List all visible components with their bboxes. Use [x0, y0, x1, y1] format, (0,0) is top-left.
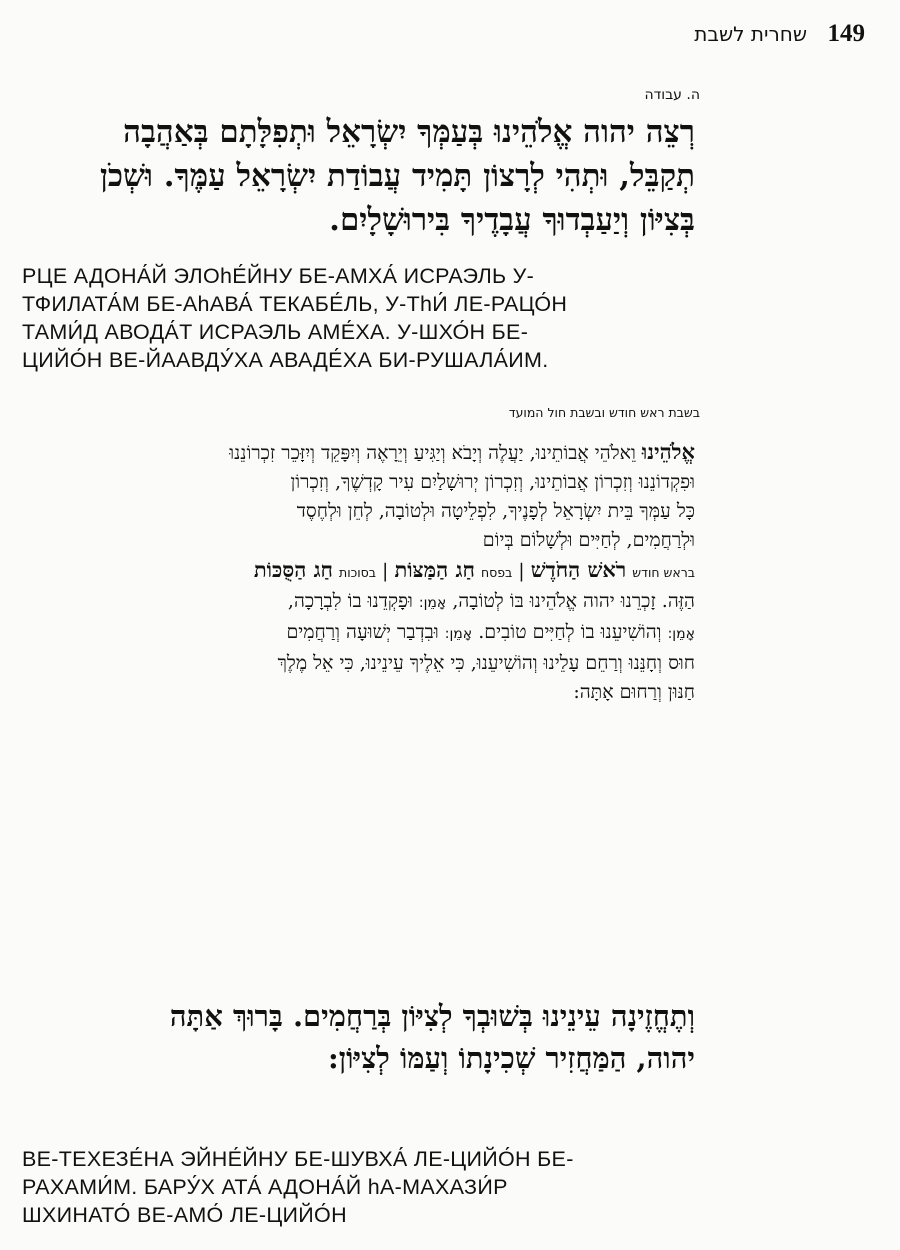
occasion-name: חַג הַמַּצּוֹת [394, 557, 475, 582]
transliteration-line: ШХИНАТО́ ВЕ-АМО́ ЛЕ-ЦИЙО́Н [22, 1203, 347, 1227]
prayer-text: וֵאלֹהֵי אֲבוֹתֵינוּ, יַעֲלֶה וְיָבֹא וְיַגִּיעַ וְיֵרָאֶה וְיִפָּקֵד וְיִזָּכֵר זִכְרוֹנֵנוּ [229, 442, 642, 464]
prayer-text: וּבִדְבַר יְשׁוּעָה וְרַחֲמִים [286, 621, 439, 643]
section-label: ה. עבודה [644, 87, 700, 103]
prayer-lead-word: אֱלֹהֵינוּ [641, 439, 695, 464]
prayer-line: חוּס וְחָנֵּנוּ וְרַחֵם עָלֵינוּ וְהוֹשִׁיעֵנוּ, כִּי אֵלֶיךָ עֵינֵינוּ, כִּי אֵל מֶלֶךְ [277, 652, 695, 674]
prayer-line: וּפִקְדוֹנֵנוּ וְזִכְרוֹן אֲבוֹתֵינוּ, וְזִכְרוֹן יְרוּשָׁלַיִם עִיר קָדְשֶׁךָ, וְזִכְרוֹן [290, 471, 695, 493]
blessing-transliteration [22, 262, 694, 374]
prayer-line: וּלְרַחֲמִים, לְחַיִּים וּלְשָׁלוֹם בְּיוֹם [482, 529, 695, 551]
closing-hebrew-line: וְתֶחֱזֶינָה עֵינֵינוּ בְּשׁוּבְךָ לְצִיּוֹן בְּרַחֲמִים. בָּרוּךְ אַתָּה [169, 999, 695, 1033]
transliteration-line: ЦИЙО́Н ВЕ-ЙААВДУ́ХА АВАДЕ́ХА БИ-РУШАЛА́ИМ. [22, 348, 549, 372]
transliteration-line: ТАМИ́Д АВОДА́Т ИСРАЭЛЬ АМЕ́ХА. У-ШХО́Н БЕ- [22, 320, 529, 344]
amen-response: אָמֵן: [667, 626, 695, 642]
yaale-veyavo-prayer [20, 437, 695, 707]
prayer-text: וּפָקְדֵנוּ בוֹ לִבְרָכָה, [287, 590, 413, 612]
running-title: שחרית לשבת [694, 22, 807, 46]
occasion-separator: | [382, 560, 389, 582]
occasion-separator: | [518, 560, 525, 582]
insertion-note: בשבת ראש חודש ובשבת חול המועד [508, 405, 700, 420]
transliteration-line: РАХАМИ́М. БАРУ́Х АТА́ АДОНА́Й hА-МАХАЗИ́Р [22, 1175, 508, 1199]
closing-transliteration [22, 1145, 694, 1229]
blessing-hebrew [20, 110, 695, 242]
blessing-hebrew-line: רְצֵה יהוה אֱלֹהֵינוּ בְּעַמְּךָ יִשְׂרָאֵל וּתְפִלָּתָם בְּאַהֲבָה [123, 114, 695, 150]
prayer-line [20, 618, 695, 649]
closing-hebrew [20, 995, 695, 1079]
occasion-label: בפסח [480, 565, 513, 580]
occasion-row [20, 555, 695, 587]
transliteration-line: РЦЕ АДОНА́Й ЭЛОhЕ́ЙНУ БЕ-АМХА́ ИСРАЭЛЬ У- [22, 264, 535, 288]
prayer-line: חַנּוּן וְרַחוּם אָתָּה: [573, 681, 695, 703]
amen-response: אָמֵן: [444, 626, 473, 642]
prayer-text: וְהוֹשִׁיעֵנוּ בוֹ לְחַיִּים טוֹבִים. [478, 621, 662, 643]
page-number: 149 [827, 20, 865, 47]
blessing-hebrew-line: בְּצִיּוֹן וְיַעַבְדוּךָ עֲבָדֶיךָ בִּירוּשָׁלָיִם. [329, 202, 695, 238]
blessing-hebrew-line: תְקַבֵּל, וּתְהִי לְרָצוֹן תָּמִיד עֲבוֹדַת יִשְׂרָאֵל עַמֶּךָ. וּשְׁכֹן [99, 158, 695, 194]
amen-response: אָמֵן: [418, 595, 447, 611]
prayer-line [20, 437, 695, 468]
prayer-text: הַזֶּה. זָכְרֵנוּ יהוה אֱלֹהֵינוּ בּוֹ לְטוֹבָה, [452, 590, 695, 612]
occasion-label: בסוכות [339, 565, 376, 580]
prayer-line [20, 587, 695, 618]
occasion-name: חַג הַסֻּכּוֹת [253, 557, 333, 582]
occasion-name: רֹאשׁ הַחֹדֶשׁ [530, 557, 627, 582]
page-header [600, 18, 865, 58]
prayer-line: כָּל עַמְּךָ בֵּית יִשְׂרָאֵל לְפָנֶיךָ, לִפְלֵיטָה וּלְטוֹבָה, לְחֵן וּלְחֶסֶד [296, 500, 695, 522]
transliteration-line: ТФИЛАТА́М БЕ-АhАВА́ ТЕКАБЕ́ЛЬ, У-ТhИ́ ЛЕ-РАЦО́Н [22, 292, 568, 316]
occasion-label: בראש חודש [632, 565, 695, 580]
closing-hebrew-line: יהוה, הַמַּחֲזִיר שְׁכִינָתוֹ וְעַמּוֹ לְצִיּוֹן: [327, 1041, 695, 1075]
transliteration-line: ВЕ-ТЕХЕЗЕ́НА ЭЙНЕ́ЙНУ БЕ-ШУВХА́ ЛЕ-ЦИЙО́Н БЕ- [22, 1147, 574, 1171]
